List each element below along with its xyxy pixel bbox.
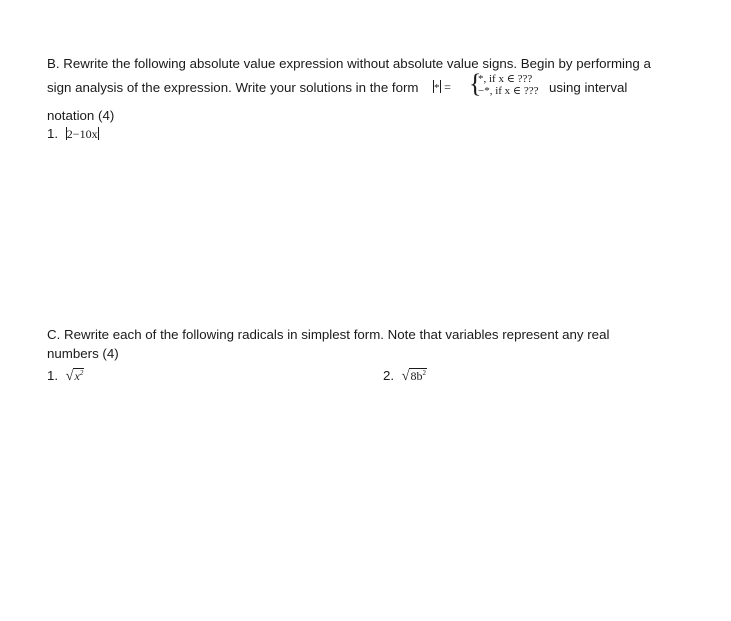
section-b-problem-1 [47,126,99,142]
problem-number: 1. [47,126,59,141]
section-c-heading: C. Rewrite each of the following radicals in simplest form. Note that variables represent any real [47,327,610,342]
section-b-heading: B. Rewrite the following absolute value expression without absolute value signs. Begin by performing a [47,56,651,71]
section-c-line2: numbers (4) [47,346,119,361]
section-b-line2-text: sign analysis of the expression. Write your solutions in the form [47,80,419,95]
piecewise-case-2: −*, if x ∈ ??? [478,85,539,97]
section-b-line3: notation (4) [47,108,115,123]
radical-sign: √ [401,369,410,384]
form-abs-expression: * = [434,80,451,94]
section-c-problem-1 [47,368,84,385]
section-c-problem-2 [383,368,427,385]
problem-1-expression: 2−10x [66,127,98,141]
piecewise-brace: { [469,69,482,98]
problem-number: 1. [47,368,59,383]
section-b-line2-suffix: using interval [549,80,628,95]
section-b-form-line [47,80,419,95]
problem-number: 2. [383,368,395,383]
radical-sign: √ [65,369,74,384]
radicand-2: $8b^2$ [410,369,426,383]
form-equals: = [444,80,451,94]
radicand-1: $x^2$ [74,369,84,383]
piecewise-case-1: *, if x ∈ ??? [478,73,533,85]
